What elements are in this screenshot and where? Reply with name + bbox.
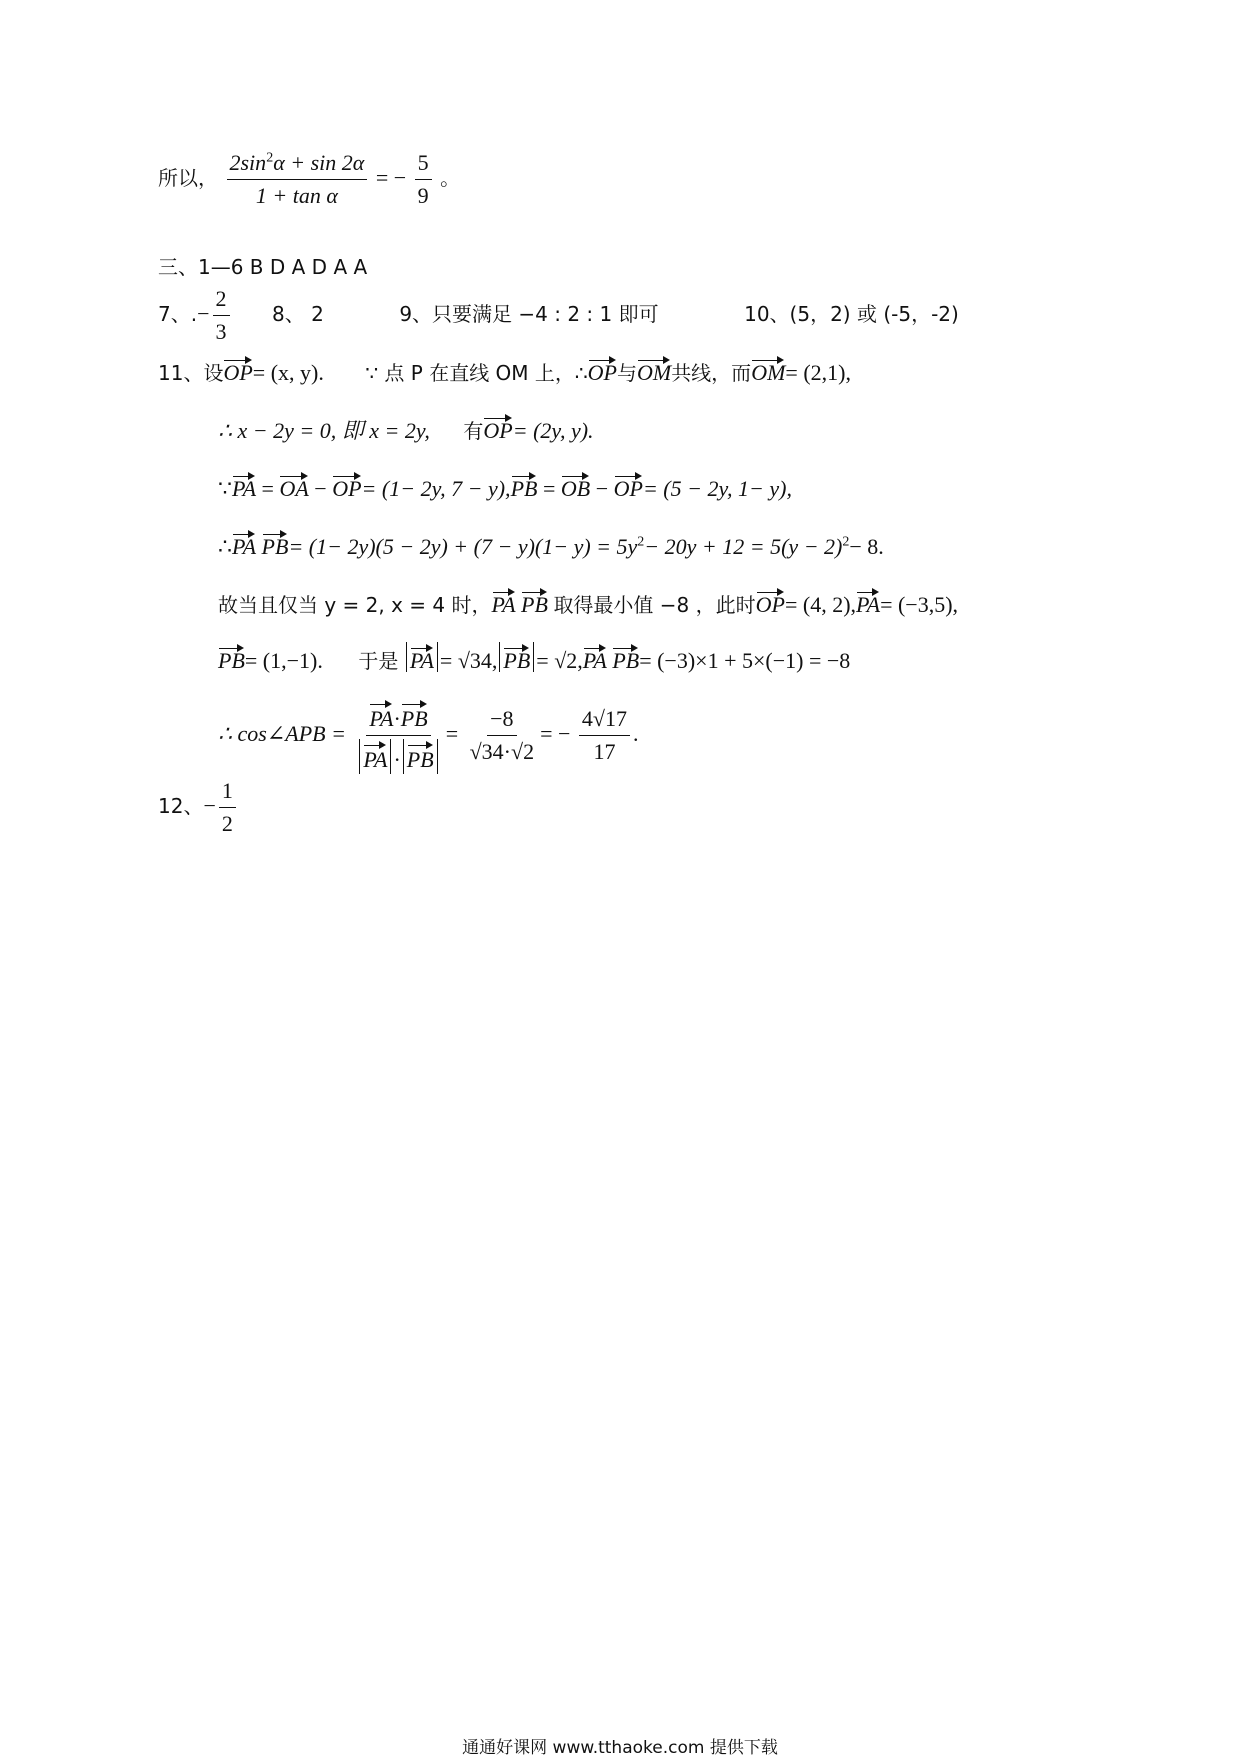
q11-line-5: 故当且仅当 y = 2, x = 4 时，PA PB 取得最小值 −8 ，此时OP= (4, 2),PA= (−3,5),: [218, 586, 958, 616]
q8-answer: 8、 2: [272, 301, 324, 326]
q11-line-7: ∴ cos∠APB = $\frac{PA\cdot PB}{PA \cdot PB}$ = $\frac{-8}{√34\cdot√2}$ = − $\frac{4√17}{17}$ .: [218, 698, 639, 774]
q11-line-3: ∵PA = OA − OP= (1− 2y, 7 − y),PB = OB − OP= (5 − 2y, 1− y),: [218, 470, 792, 500]
cos-fraction-3: $\frac{4√17}{17}$: [579, 706, 630, 766]
q11-line-6: PB= (1,−1). 于是 PA = √34, PB = √2,PA PB= (−3)×1 + 5×(−1) = −8: [218, 642, 850, 672]
cos-fraction-2: $\frac{-8}{√34\cdot√2}$: [469, 706, 535, 765]
cos-fraction-1: $\frac{PA\cdot PB}{PA \cdot PB}$: [354, 698, 442, 774]
abs-pa: PA: [406, 642, 438, 672]
equals-sign: = −: [375, 164, 407, 190]
q11-line-1: 11、设OP= (x, y). ∵ 点 P 在直线 OM 上，∴OP与OM共线，而OM= (2,1),: [158, 354, 851, 384]
answers-7-10: 7、.− $\frac{2}{3}$ 8、 2 9、只要满足 −4 : 2 : 1 即可 10、(5，2) 或 (-5，-2): [158, 286, 959, 345]
section-3-heading: 三、1—6 B D A D A A: [158, 255, 368, 279]
q9-answer: 9、只要满足 −4 : 2 : 1 即可: [399, 301, 659, 326]
q7-fraction: $\frac{2}{3}$: [213, 286, 230, 346]
q12-answer: 12、− $\frac{1}{2}$: [158, 778, 239, 838]
footer-credit: 通通好课网 www.tthaoke.com 提供下载: [462, 1738, 778, 1758]
main-fraction: $\frac{2\sin^2\alpha + \sin 2\alpha}{\text{1 + tan α}}$: [227, 150, 368, 210]
prefix-text: 所以，: [158, 165, 218, 190]
q12-fraction: $\frac{1}{2}$: [219, 778, 236, 838]
q10-answer: 10、(5，2) 或 (-5，-2): [744, 301, 959, 326]
result-line: 所以， $\frac{2\sin^2\alpha + \sin 2\alpha}{\text{1 + tan α}}$ = − $\frac{5}{9}$ 。: [158, 150, 461, 209]
abs-pb: PB: [499, 642, 534, 672]
q11-line-4: ∴PA $PB= (1- 2y)(5 - 2y) + (7 - y)(1- y) = 5y^2- 20y + 12 = 5(y - 2)^2- 8$.: [218, 528, 884, 558]
five-ninths: $\frac{5}{9}$: [415, 150, 432, 210]
q11-line-2: ∴ x − 2y = 0, 即 x = 2y, 有OP= (2y, y).: [218, 412, 594, 442]
